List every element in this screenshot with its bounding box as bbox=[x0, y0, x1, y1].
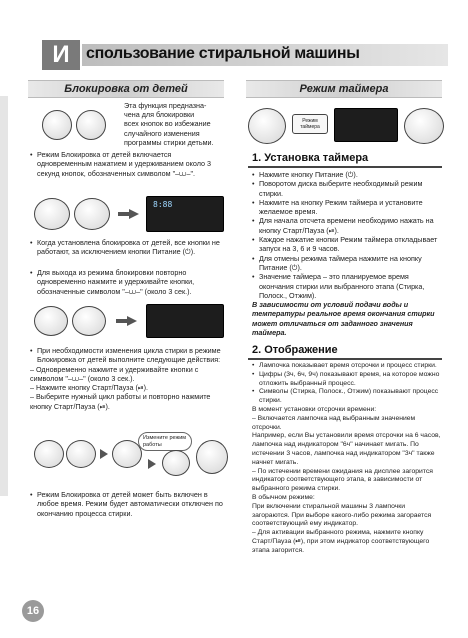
button-icon bbox=[34, 440, 64, 468]
lock-press-illustration bbox=[34, 194, 230, 234]
section-title-timer: Режим таймера bbox=[246, 80, 442, 98]
heading-rule bbox=[248, 358, 442, 360]
callout-change-mode: Измените режим работы bbox=[138, 432, 192, 451]
section-title-child-lock: Блокировка от детей bbox=[28, 80, 224, 98]
paragraph: – По истечении времени ожидания на дисплее загорится индикатор соответствующего этапа, в зависимости от выбранного режима стирки. bbox=[252, 467, 433, 493]
list-item: • Для начала отсчета времени необходимо нажать на кнопку Старт/Пауза (⏯). bbox=[252, 216, 442, 235]
child-lock-text-3 bbox=[30, 268, 228, 296]
start-pause-button-icon bbox=[162, 450, 190, 476]
start-pause-button-icon bbox=[404, 108, 444, 144]
page-header bbox=[42, 40, 448, 70]
step-text: – Нажмите кнопку Старт/Пауза (⏯). bbox=[30, 383, 148, 393]
list-item: • Для отмены режима таймера нажмите на кнопку Питание (⏻). bbox=[252, 254, 442, 273]
bullet-paragraph: • Когда установлена блокировка от детей, все кнопки не работают, за исключением кнопки Питание (⏻). bbox=[30, 238, 228, 257]
timer-button-icon bbox=[248, 108, 286, 144]
arrow-icon bbox=[100, 449, 108, 459]
list-item: • Символы (Стирка, Полоск., Отжим) показывают процесс стирки. bbox=[252, 388, 444, 406]
paragraph: – Для активации выбранного режима, нажмите кнопку Старт/Пауза (⏯), при этом индикатор соответствующего этапа загорится. bbox=[252, 529, 430, 554]
arrow-icon bbox=[127, 316, 137, 326]
page-number: 16 bbox=[22, 600, 44, 622]
step-text: – Одновременно нажмите и удерживайте кнопки с символом "–⩊–" (около 3 сек.). bbox=[30, 364, 199, 383]
child-lock-text-4 bbox=[30, 346, 228, 411]
display-list bbox=[252, 362, 444, 556]
button-icon bbox=[72, 306, 106, 336]
display-digits: 8:88 bbox=[153, 200, 173, 209]
timer-setup-list bbox=[252, 170, 442, 337]
header-badge: И bbox=[42, 40, 80, 70]
arrow-icon bbox=[129, 209, 139, 219]
display-panel bbox=[146, 304, 224, 338]
list-item: • Нажмите кнопку Питание (⏻). bbox=[252, 170, 442, 179]
change-cycle-illustration bbox=[34, 432, 230, 478]
button-icon bbox=[76, 110, 106, 140]
heading-timer-setup: 1. Установка таймера bbox=[252, 152, 369, 164]
child-lock-text-1 bbox=[30, 150, 228, 178]
button-icon bbox=[74, 198, 110, 230]
child-lock-text-5 bbox=[30, 490, 228, 518]
child-lock-text-2 bbox=[30, 238, 228, 257]
display-panel bbox=[146, 196, 224, 232]
page-title: спользование стиральной машины bbox=[86, 45, 360, 62]
bullet-paragraph: • Режим Блокировка от детей может быть включен в любое время. Режим будет автоматически отключен по окончанию процесса стирки. bbox=[30, 490, 228, 518]
list-item: • Нажмите на кнопку Режим таймера и установите желаемое время. bbox=[252, 198, 442, 217]
paragraph: При включении стиральной машины 3 лампочки загораются. При выборе какого-либо режима загорается соответствующий ему индикатор. bbox=[252, 502, 432, 528]
button-icon bbox=[34, 306, 68, 336]
paragraph: В обычном режиме: bbox=[252, 493, 315, 501]
dial-icon bbox=[196, 440, 228, 474]
list-item: • Поворотом диска выберите необходимый режим стирки. bbox=[252, 179, 442, 198]
timer-button-label: Режим таймера bbox=[292, 114, 328, 134]
bullet-paragraph: • При необходимости изменения цикла стирки в режиме Блокировка от детей выполните следующие действия: bbox=[30, 346, 228, 365]
button-icon bbox=[66, 440, 96, 468]
child-lock-intro: Эта функция предназна- чена для блокировки всех кнопок во избежание случайного изменения программы стирки детьми. bbox=[124, 101, 214, 147]
heading-display: 2. Отображение bbox=[252, 344, 338, 356]
timer-note: В зависимости от условий подачи воды и температуры реальное время окончания стирки может отличаться от заданного значения таймера. bbox=[252, 300, 435, 338]
heading-rule bbox=[248, 166, 442, 168]
list-item: • Лампочка показывает время отсрочки и процесс стирки. bbox=[252, 362, 444, 371]
paragraph: Например, если Вы установили время отсрочки на 6 часов, лампочка над индикатором "6ч" начинает мигать. По истечении 3 часов, лампочка над индикатором "3ч" также начнет мигать. bbox=[252, 432, 441, 466]
child-lock-illustration bbox=[42, 104, 112, 144]
button-icon bbox=[34, 198, 70, 230]
paragraph: В момент установки отсрочки времени: bbox=[252, 405, 377, 413]
arrow-icon bbox=[148, 459, 156, 469]
side-strip bbox=[0, 96, 8, 496]
timer-illustration bbox=[248, 104, 448, 148]
bullet-paragraph: • Для выхода из режима блокировки повторно одновременно нажмите и удерживайте кнопки, обозначенные символом "–⩊–" (около 3 сек.). bbox=[30, 268, 228, 296]
list-item: • Каждое нажатие кнопки Режим таймера откладывает запуск на 3, 6 и 9 часов. bbox=[252, 235, 442, 254]
display-panel bbox=[334, 108, 398, 142]
step-text: – Выберите нужный цикл работы и повторно нажмите кнопку Старт/Пауза (⏯). bbox=[30, 392, 211, 411]
bullet-paragraph: • Режим Блокировка от детей включается одновременным нажатием и удерживанием около 3 секунд кнопок, обозначенных символом "–⩊–". bbox=[30, 150, 228, 178]
unlock-illustration bbox=[34, 302, 230, 340]
list-item: • Цифры (3ч, 6ч, 9ч) показывают время, на которое можно отложить выбранный процесс. bbox=[252, 371, 444, 389]
paragraph: – Включается лампочка над выбранным значением отсрочки. bbox=[252, 414, 416, 431]
button-icon bbox=[42, 110, 72, 140]
list-item: • Значение таймера – это планируемое время окончания стирки или выбранного этапа (Стирка, Полоск., Отжим). bbox=[252, 272, 442, 300]
